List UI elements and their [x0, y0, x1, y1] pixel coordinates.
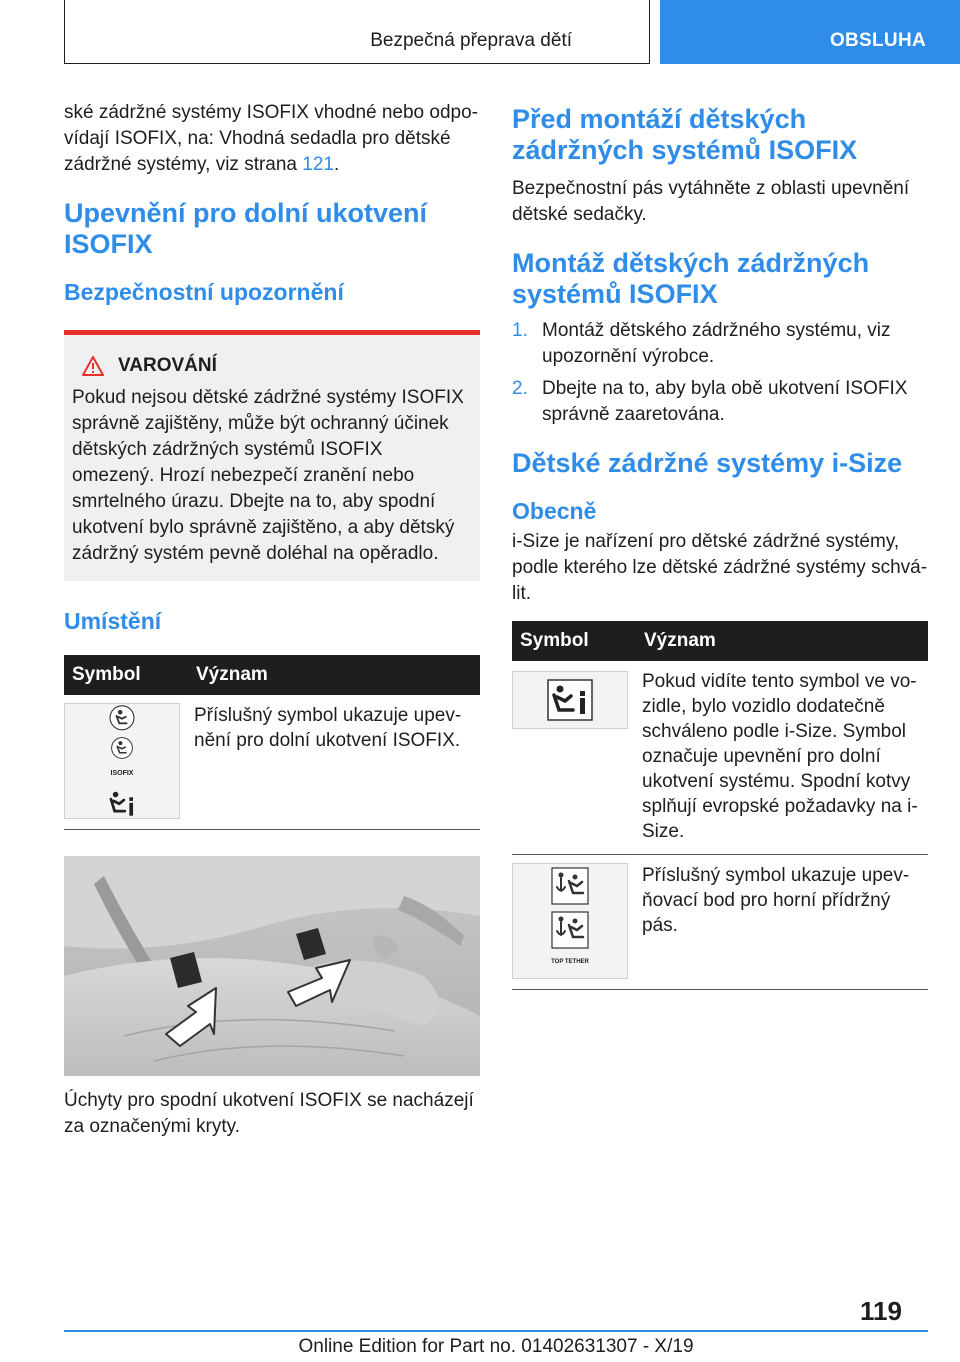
symbol-cell [64, 695, 188, 830]
header-chapter-label: OBSLUHA [829, 30, 926, 51]
intro-end: . [333, 154, 340, 175]
warning-triangle-icon [82, 356, 104, 376]
right-column [512, 100, 928, 990]
table-header-symbol: Symbol [64, 655, 188, 695]
top-tether-icon [551, 911, 589, 949]
general-text: i-Size je nařízení pro dětské zádržné systémy, podle kterého lze dětské zádržné systémy schválit. [512, 531, 928, 604]
isofix-symbols-box [64, 703, 180, 819]
child-seat-icon [107, 704, 137, 732]
meaning-cell: Pokud vidíte tento symbol ve vozidle, bylo vozidlo dodatečně schváleno podle i-Size. Symbol označuje upevnění pro dolní ukotvení systému. Spodní kotvy splňují evropské požadavky na i-Size. [636, 661, 928, 855]
table-row [512, 661, 928, 855]
mounting-steps [512, 318, 928, 428]
rear-seat-photo [64, 856, 480, 1076]
table-row [512, 855, 928, 990]
table-header-meaning: Význam [636, 621, 928, 661]
isofix-symbol-table [64, 655, 480, 830]
step-text: Montáž dětského zádržného systému, viz upozornění výrobce. [542, 320, 891, 367]
heading-isize: Dětské zádržné systémy i-Size [512, 448, 903, 478]
list-item [512, 376, 928, 428]
warning-text: Pokud nejsou dětské zádržné systémy ISOFIX správně zajištěny, může být ochranný účinek dětských zádržných systémů ISOFIX omezený. Hrozí nebezpečí zranění nebo smrtelného úrazu. Dbejte na to, aby spodní ukotvení bylo správně zajištěno, a aby dětský zádržný systém pevně doléhal na opěradlo. [72, 387, 464, 564]
photo-caption: Úchyty pro spodní ukotvení ISOFIX se nacházejí za označenými kryty. [64, 1090, 474, 1137]
before-mounting-text: Bezpečnostní pás vytáhněte z oblasti upevnění dětské sedačky. [512, 178, 910, 225]
isofix-label: ISOFIX [110, 769, 134, 777]
step-number: 1. [512, 320, 528, 341]
step-text: Dbejte na to, aby byla obě ukotvení ISOFIX správně zaaretována. [542, 378, 908, 425]
header-section-title: Bezpečná přeprava dětí [370, 30, 572, 51]
heading-placement: Umístění [64, 608, 162, 634]
meaning-cell: Příslušný symbol ukazuje upevňovací bod pro horní přídržný pás. [636, 855, 928, 990]
heading-isofix-lower: Upevnění pro dolní ukotvení ISOFIX [64, 198, 428, 259]
top-tether-symbols-box [512, 863, 628, 979]
symbol-cell [512, 661, 636, 855]
intro-paragraph [64, 100, 480, 178]
table-header-symbol: Symbol [512, 621, 636, 661]
intro-text: ské zádržné systémy ISOFIX vhodné nebo odpovídají ISOFIX, na: Vhodná sedadla pro dětské zádržné systémy, viz strana [64, 102, 478, 175]
isize-seat-icon [546, 678, 594, 722]
isize-symbol-table [512, 621, 928, 990]
table-row [64, 695, 480, 830]
warning-header [72, 355, 470, 377]
symbol-cell [512, 855, 636, 990]
page-ref-link[interactable]: 121 [302, 154, 334, 175]
footer-divider [64, 1330, 928, 1332]
heading-before-mounting: Před montáží dětských zádržných systémů ISOFIX [512, 104, 858, 165]
heading-safety: Bezpečnostní upozornění [64, 279, 344, 305]
step-number: 2. [512, 378, 528, 399]
footer-edition: Online Edition for Part no. 01402631307 - X/19 [298, 1336, 694, 1357]
isize-seat-icon [105, 789, 139, 818]
header-chapter-tab[interactable] [660, 0, 960, 64]
meaning-cell: Příslušný symbol ukazuje upevnění pro dolní ukotvení ISOFIX. [188, 695, 480, 830]
page-number: 119 [860, 1296, 902, 1326]
heading-general: Obecně [512, 498, 597, 524]
heading-mounting: Montáž dětských zádržných systémů ISOFIX [512, 248, 870, 309]
top-tether-icon [551, 867, 589, 905]
top-tether-label: TOP TETHER [551, 959, 589, 965]
child-seat-icon [109, 736, 135, 760]
rear-seat-illustration [64, 856, 480, 1076]
isize-symbol-box [512, 671, 628, 729]
table-header-meaning: Význam [188, 655, 480, 695]
left-column [64, 100, 480, 1140]
warning-title: VAROVÁNÍ [118, 355, 217, 376]
warning-box [64, 330, 480, 581]
list-item [512, 318, 928, 370]
